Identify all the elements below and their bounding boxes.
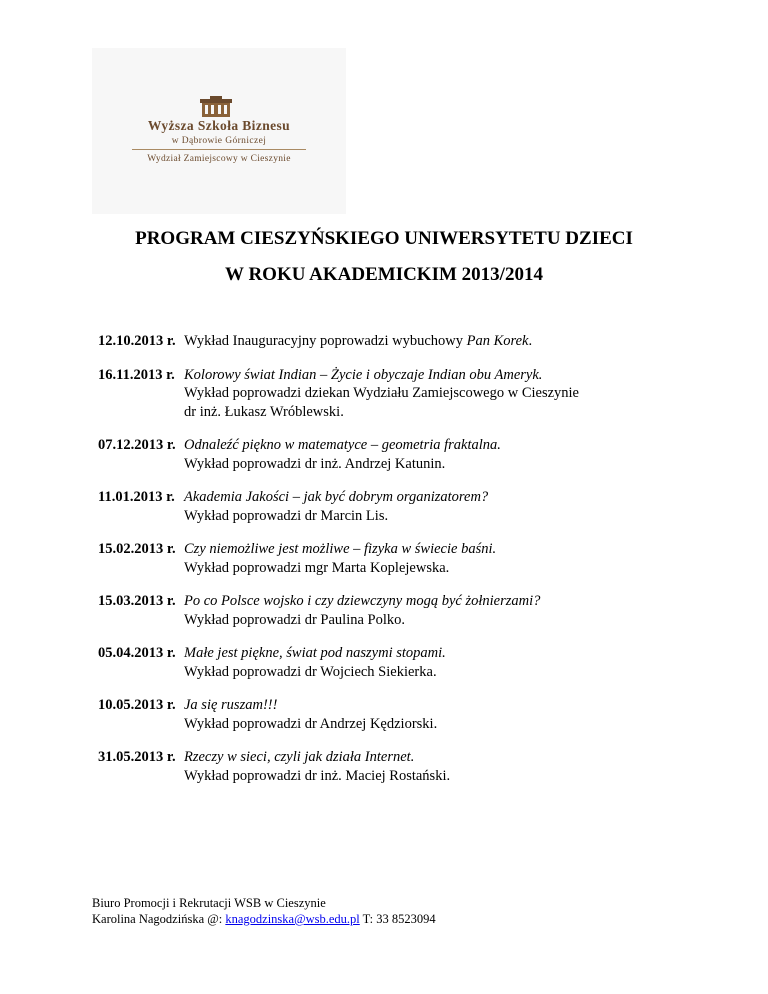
event-topic: Po co Polsce wojsko i czy dziewczyny mogą być żołnierzami? [184,593,541,609]
event-item [98,696,698,733]
logo-faculty: Wydział Zamiejscowy w Cieszynie [147,154,291,164]
event-date: 31.05.2013 r. [98,749,176,765]
event-date: 12.10.2013 r. [98,333,176,349]
event-item [98,748,698,785]
logo-divider [132,149,306,150]
event-topic: Rzeczy w sieci, czyli jak działa Internet. [184,749,415,765]
event-lecturer: Wykład poprowadzi dr Wojciech Siekierka. [184,663,437,680]
event-date: 11.01.2013 r. [98,489,175,505]
event-item [98,366,698,422]
event-lecturer: Wykład poprowadzi dr Marcin Lis. [184,507,389,524]
event-lecturer: Wykład poprowadzi dr inż. Andrzej Katunin. [184,455,446,472]
event-topic: Ja się ruszam!!! [184,697,278,713]
event-lecturer: Wykład poprowadzi dr Paulina Polko. [184,611,406,628]
page-subtitle: W ROKU AKADEMICKIM 2013/2014 [225,264,543,285]
footer-contact-name: Karolina Nagodzińska @: [92,912,226,926]
event-list [98,332,698,800]
event-body [184,488,698,525]
event-lecturer: Wykład poprowadzi dr Andrzej Kędziorski. [184,715,438,732]
event-topic: Czy niemożliwe jest możliwe – fizyka w świecie baśni. [184,541,497,557]
event-description: Wykład Inauguracyjny poprowadzi wybuchowy Pan Korek. [184,333,533,349]
event-body [184,748,698,785]
event-item [98,540,698,577]
email-link[interactable]: knagodzinska@wsb.edu.pl [225,912,360,926]
logo [92,48,346,214]
footer-contact [92,911,436,927]
event-lecturer: dr inż. Łukasz Wróblewski. [184,403,344,420]
event-date: 07.12.2013 r. [98,437,176,453]
event-topic: Kolorowy świat Indian – Życie i obyczaje Indian obu Ameryk. [184,366,543,383]
event-body [184,592,698,629]
event-item [98,592,698,629]
footer-phone: T: 33 8523094 [359,912,436,926]
event-body [184,332,698,351]
logo-school-city: w Dąbrowie Górniczej [171,136,267,146]
event-date: 16.11.2013 r. [98,366,175,383]
event-date: 15.03.2013 r. [98,593,176,609]
wsb-building-icon [200,96,232,118]
footer [92,895,436,927]
event-topic: Małe jest piękne, świat pod naszymi stopami. [184,645,446,661]
event-item [98,644,698,681]
footer-office: Biuro Promocji i Rekrutacji WSB w Cieszynie [92,896,326,910]
event-item [98,332,698,351]
event-body [184,644,698,681]
event-item [98,488,698,525]
event-date: 15.02.2013 r. [98,541,176,557]
event-body [184,696,698,733]
event-topic: Akademia Jakości – jak być dobrym organizatorem? [184,489,489,505]
event-lecturer: Wykład poprowadzi dziekan Wydziału Zamiejscowego w Cieszynie [184,385,579,401]
logo-school-name: Wyższa Szkoła Biznesu [147,118,291,133]
page-title: PROGRAM CIESZYŃSKIEGO UNIWERSYTETU DZIECI [135,228,633,249]
event-topic: Odnaleźć piękno w matematyce – geometria fraktalna. [184,437,501,453]
event-lecturer: Wykład poprowadzi dr inż. Maciej Rostański. [184,767,451,784]
event-body [184,436,698,473]
event-body [184,366,698,422]
event-body [184,540,698,577]
event-date: 05.04.2013 r. [98,645,176,661]
event-date: 10.05.2013 r. [98,697,176,713]
event-topic: Pan Korek [466,333,529,349]
event-lecturer: Wykład poprowadzi mgr Marta Koplejewska. [184,559,450,576]
event-item [98,436,698,473]
